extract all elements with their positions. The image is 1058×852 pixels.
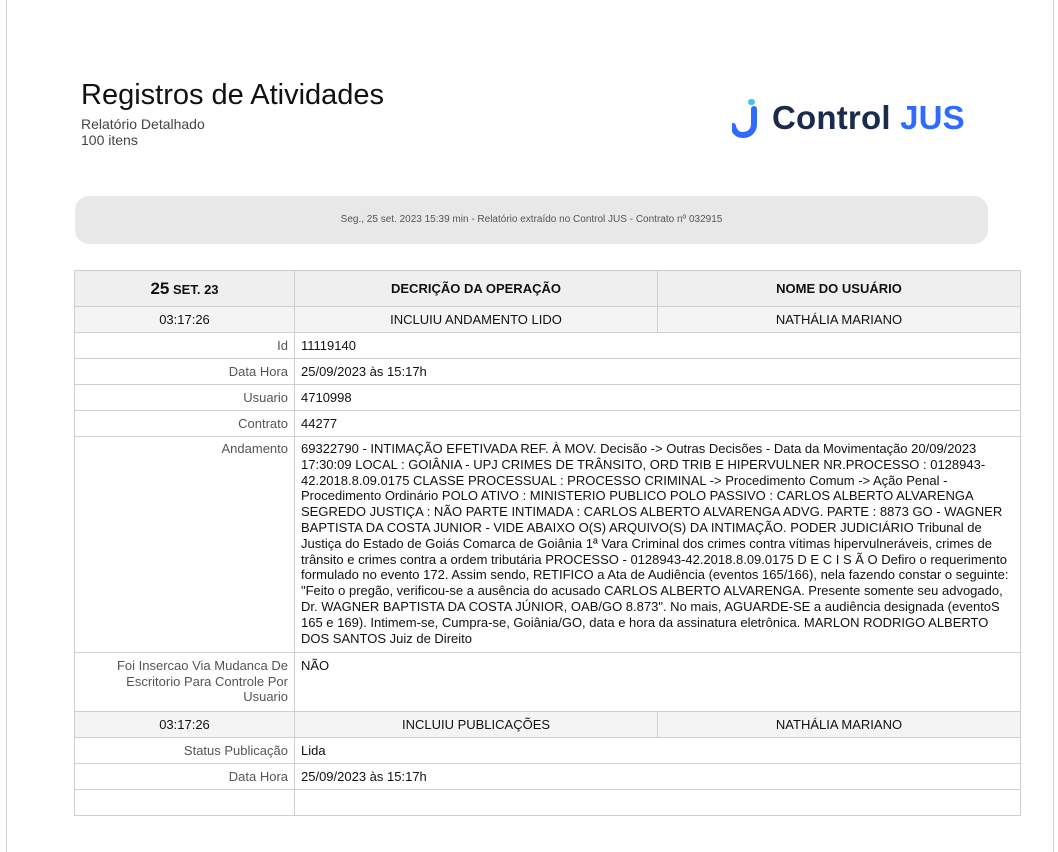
detail-key: Data Hora (75, 359, 295, 385)
report-subtitle: Relatório Detalhado (81, 116, 205, 132)
detail-key: Status Publicação (75, 737, 295, 763)
detail-row (75, 653, 1021, 712)
date-day: 25 (150, 278, 170, 298)
detail-value (295, 789, 1021, 815)
detail-value: 44277 (295, 411, 1021, 437)
date-header (75, 271, 295, 307)
detail-row (75, 789, 1021, 815)
operation-time: 03:17:26 (75, 307, 295, 333)
detail-row (75, 359, 1021, 385)
detail-row (75, 385, 1021, 411)
operation-row (75, 307, 1021, 333)
operation-description: INCLUIU PUBLICAÇÕES (295, 711, 658, 737)
detail-key: Id (75, 333, 295, 359)
detail-value: 11119140 (295, 333, 1021, 359)
item-count: 100 itens (81, 132, 138, 148)
detail-row (75, 437, 1021, 653)
detail-key: Usuario (75, 385, 295, 411)
report-title: Registros de Atividades (81, 79, 385, 111)
j-logo-icon (732, 98, 760, 138)
detail-key: Foi Insercao Via Mudanca De Escritorio Para Controle Por Usuario (75, 653, 295, 712)
detail-key: Data Hora (75, 763, 295, 789)
operation-description: INCLUIU ANDAMENTO LIDO (295, 307, 658, 333)
detail-value: NÃO (295, 653, 1021, 712)
detail-value: 25/09/2023 às 15:17h (295, 763, 1021, 789)
description-column-header: DECRIÇÃO DA OPERAÇÃO (295, 271, 658, 307)
logo-text (772, 98, 965, 138)
logo-text-jus: JUS (900, 99, 965, 136)
operation-user: NATHÁLIA MARIANO (658, 711, 1021, 737)
detail-row (75, 763, 1021, 789)
table-header-row (75, 271, 1021, 307)
report-info-banner: Seg., 25 set. 2023 15:39 min - Relatório extraído no Control JUS - Contrato nº 032915 (75, 196, 988, 244)
logo-text-control: Control (772, 99, 891, 136)
detail-key (75, 789, 295, 815)
detail-value: Lida (295, 737, 1021, 763)
detail-value-andamento: 69322790 - INTIMAÇÃO EFETIVADA REF. À MOV. Decisão -> Outras Decisões - Data da Movimentação 20/09/2023 17:30:09 LOCAL : GOIÂNIA - UPJ CRIMES DE TRÂNSITO, ORD TRIB E HIPERVULNER NR.PROCESSO : 0128943-42.2018.8.09.0175 CLASSE PROCESSUAL : PROCESSO CRIMINAL -> Procedimento Comum -> Ação Penal - Procedimento Ordinário POLO ATIVO : MINISTERIO PUBLICO POLO PASSIVO : CARLOS ALBERTO ALVARENGA SEGREDO JUSTIÇA : NÃO PARTE INTIMADA : CARLOS ALBERTO ALVARENGA ADVG. PARTE : 8873 GO - WAGNER BAPTISTA DA COSTA JUNIOR - VIDE ABAIXO O(S) ARQUIVO(S) DA INTIMAÇÃO. PODER JUDICIÁRIO Tribunal de Justiça do Estado de Goiás Comarca de Goiânia 1ª Vara Criminal dos crimes contra vítimas hipervulneráveis, crimes de trânsito e crimes contra a ordem tributária PROCESSO - 0128943-42.2018.8.09.0175 D E C I S Ã O Defiro o requerimento formulado no evento 172. Assim sendo, RETIFICO a Ata de Audiência (eventos 165/166), nela fazendo constar o seguinte: "Feito o pregão, verificou-se a ausência do acusado CARLOS ALBERTO ALVARENGA. Presente somente seu advogado, Dr. WAGNER BAPTISTA DA COSTA JÚNIOR, OAB/GO 8.873". No mais, AGUARDE-SE a audiência designada (eventoS 165 e 169). Intimem-se, Cumpra-se, Goiânia/GO, data e hora da assinatura eletrônica. MARLON RODRIGO ALBERTO DOS SANTOS Juiz de Direito (295, 437, 1021, 653)
operation-row (75, 711, 1021, 737)
operation-time: 03:17:26 (75, 711, 295, 737)
user-column-header: NOME DO USUÁRIO (658, 271, 1021, 307)
detail-value: 4710998 (295, 385, 1021, 411)
date-month-year: SET. 23 (173, 281, 219, 297)
detail-row (75, 737, 1021, 763)
operation-user: NATHÁLIA MARIANO (658, 307, 1021, 333)
activity-table (74, 270, 1021, 816)
control-jus-logo (732, 96, 965, 140)
detail-key: Andamento (75, 437, 295, 653)
detail-row (75, 333, 1021, 359)
detail-key: Contrato (75, 411, 295, 437)
detail-row (75, 411, 1021, 437)
detail-value: 25/09/2023 às 15:17h (295, 359, 1021, 385)
